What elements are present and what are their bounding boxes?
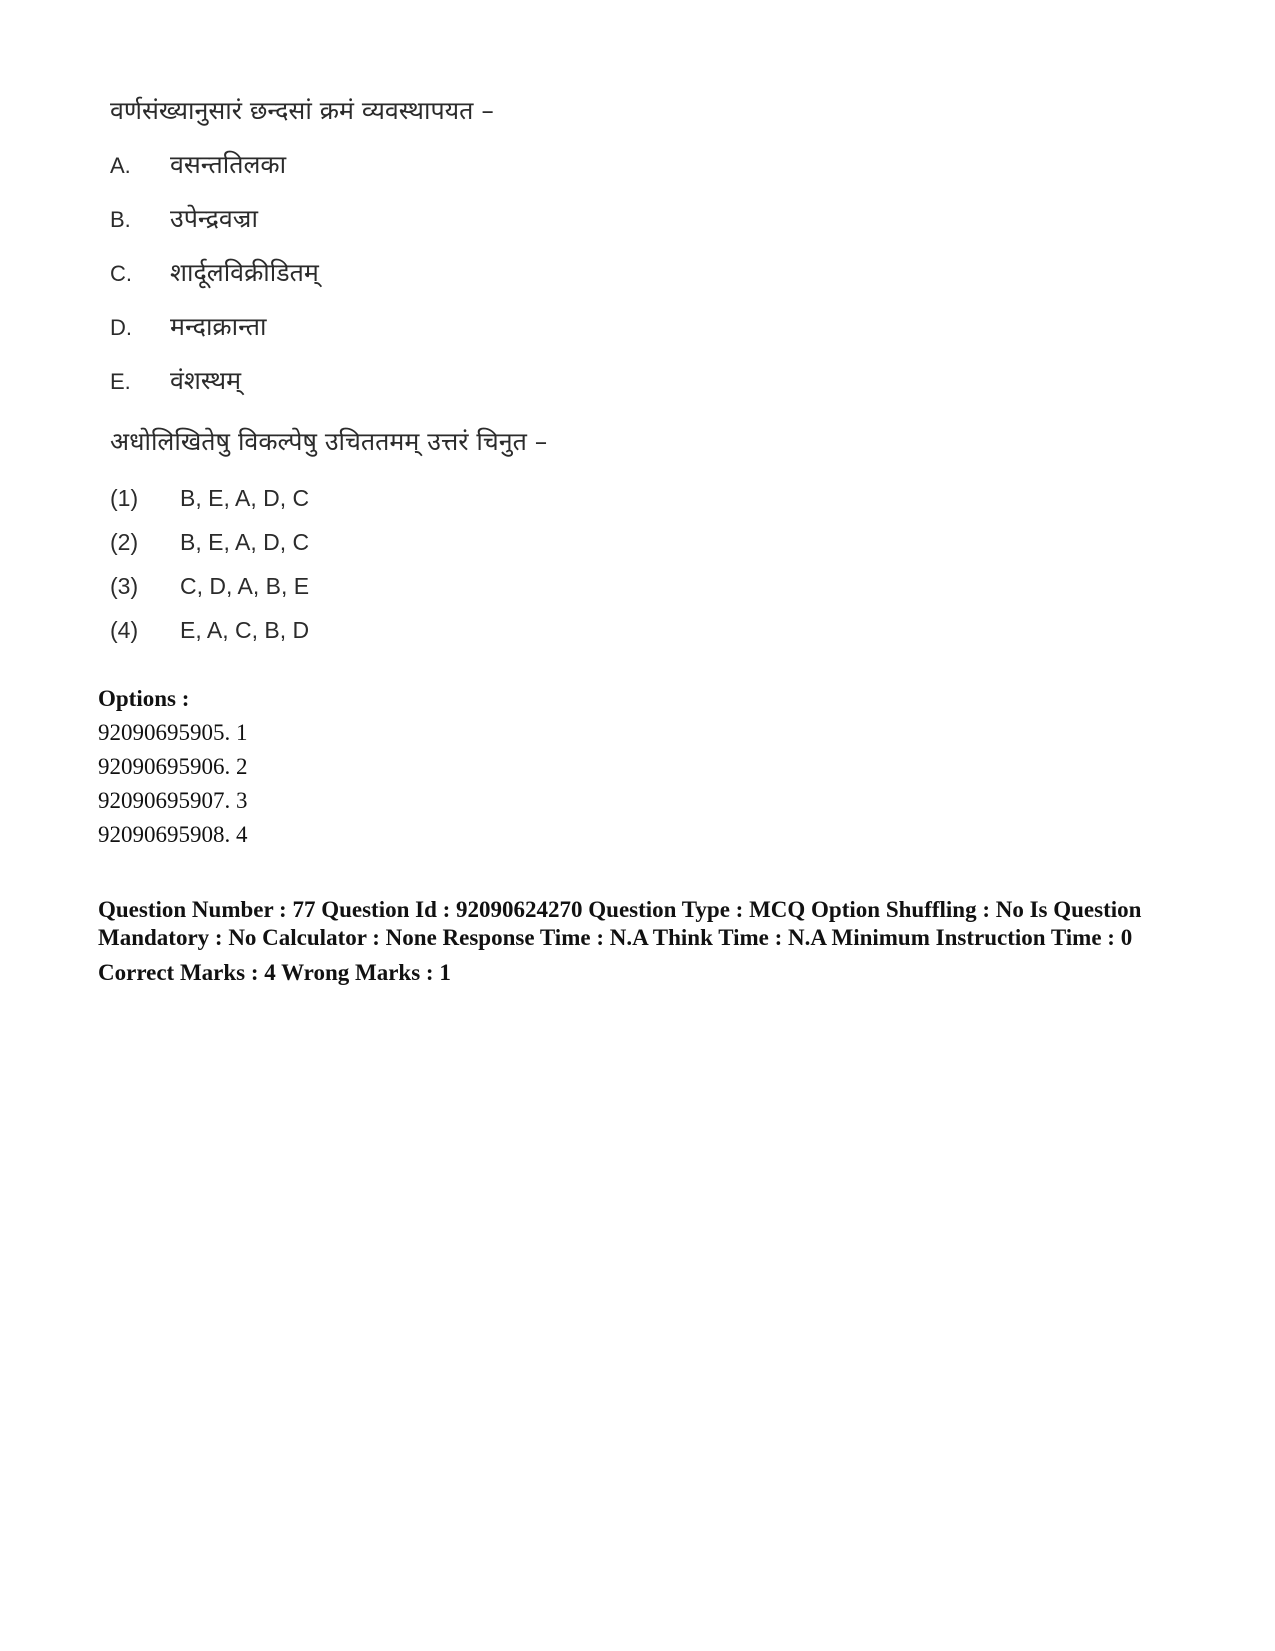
item-text: शार्दूलविक्रीडितम् [170, 258, 319, 287]
item-letter: E. [110, 369, 131, 394]
item-text: वसन्ततिलका [170, 150, 287, 179]
choice-row-2 [110, 520, 547, 564]
answer-metadata [98, 682, 1178, 988]
option-line-2: 92090695906. 2 [98, 754, 248, 779]
item-row-b [110, 192, 547, 246]
choice-number: (4) [110, 617, 139, 643]
question-title: वर्णसंख्यानुसारं छन्दसां क्रमं व्यवस्थापयत – [110, 96, 494, 125]
item-letter: B. [110, 207, 131, 232]
item-text: उपेन्द्रवज्रा [170, 204, 258, 233]
choice-text: B, E, A, D, C [180, 529, 310, 555]
option-line-4: 92090695908. 4 [98, 822, 248, 847]
item-row-d [110, 300, 547, 354]
choice-number: (2) [110, 529, 139, 555]
choice-row-4 [110, 608, 547, 652]
item-row-a [110, 138, 547, 192]
item-row-c [110, 246, 547, 300]
item-row-e [110, 354, 547, 408]
choice-number: (1) [110, 485, 139, 511]
marks-info: Correct Marks : 4 Wrong Marks : 1 [98, 960, 451, 985]
choice-text: E, A, C, B, D [180, 617, 310, 643]
item-letter: C. [110, 261, 132, 286]
item-letter: D. [110, 315, 132, 340]
option-line-3: 92090695907. 3 [98, 788, 248, 813]
question-instruction: अधोलिखितेषु विकल्पेषु उचिततमम् उत्तरं चिनुत – [110, 427, 548, 456]
question-info: Question Number : 77 Question Id : 92090624270 Question Type : MCQ Option Shuffling : No Is Question Mandatory : No Calculator : None Response Time : N.A Think Time : N.A Minimum Instruction Time : 0 [98, 897, 1142, 950]
choice-row-1 [110, 476, 547, 520]
choice-number: (3) [110, 573, 139, 599]
option-line-1: 92090695905. 1 [98, 720, 248, 745]
options-heading: Options : [98, 686, 190, 711]
item-text: मन्दाक्रान्ता [170, 312, 267, 341]
choice-text: B, E, A, D, C [180, 485, 310, 511]
item-text: वंशस्थम् [170, 366, 242, 395]
choice-row-3 [110, 564, 547, 608]
question-block [110, 84, 547, 652]
item-letter: A. [110, 153, 131, 178]
choice-text: C, D, A, B, E [180, 573, 310, 599]
